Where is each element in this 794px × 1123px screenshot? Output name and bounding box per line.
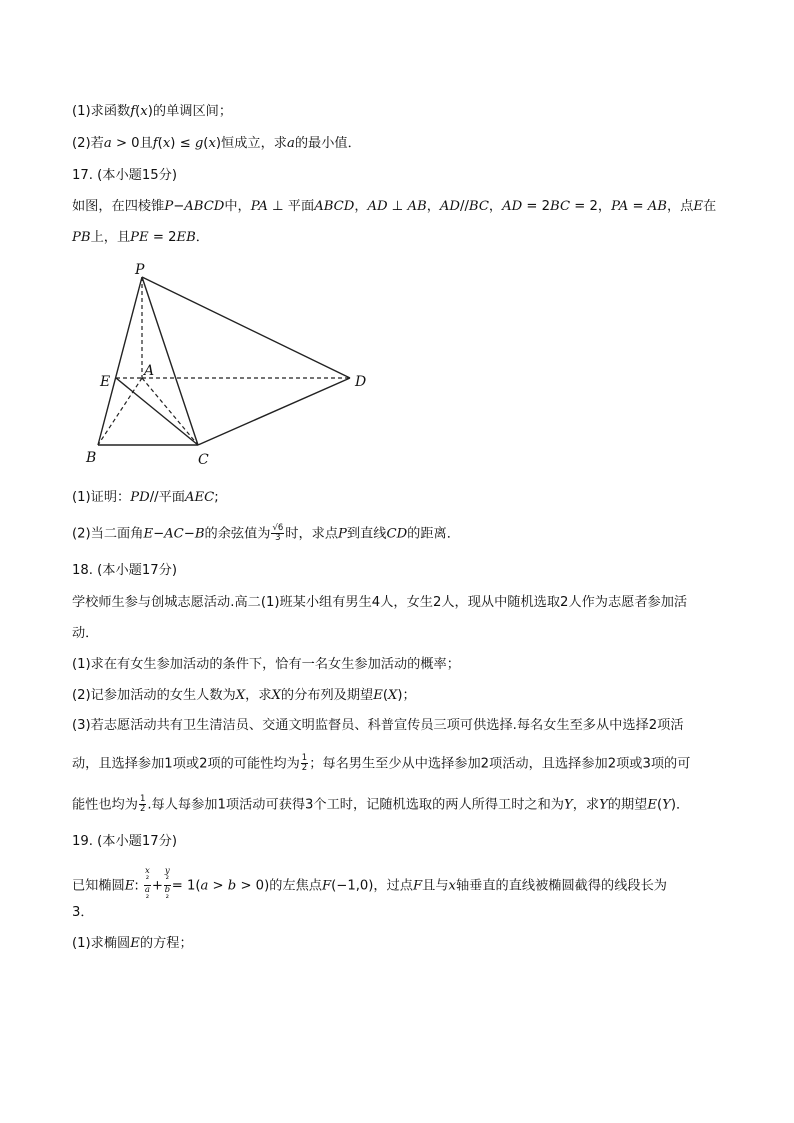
label-P: P <box>135 262 145 278</box>
edge-CD <box>198 378 350 445</box>
q19-heading: 19. (本小题17分) <box>72 834 177 849</box>
q18-heading: 18. (本小题17分) <box>72 563 177 578</box>
q18-stem-line2: 动． <box>72 626 99 641</box>
q19-stem-line2: 3． <box>72 905 94 920</box>
q18-part3-line1: (3)若志愿活动共有卫生清洁员、交通文明监督员、科普宣传员三项可供选择.每名女生至多从中选择2项活 <box>72 718 684 733</box>
q19-stem-line1: 已知椭圆E: x ² a ² + y ² b ² = 1(a > b > 0)的左焦点F(−1,0)，过点F且与x轴垂直的直线被椭圆截得的线段长为 <box>72 866 667 904</box>
line-q16-part1: (1)求函数f(x)的单调区间； <box>72 104 233 119</box>
label-E: E <box>100 374 111 390</box>
label-A: A <box>144 363 155 379</box>
q18-part3-line2: 动，且选择参加1项或2项的可能性均为 $\frac{1}{2}$ ；每名男生至少从中选择参加2项活动，且选择参加2项或3项的可 <box>72 753 691 773</box>
label-B: B <box>86 450 97 466</box>
q18-part3-line3: 能性也均为 $\frac{1}{2}$ .每人每参加1项活动可获得3个工时，记随机选取的两人所得工时之和为Y，求Y的期望E(Y)． <box>72 794 690 814</box>
edge-PD <box>142 277 350 378</box>
q17-part2: (2)当二面角E−AC−B的余弦值为 $\frac{√6}{3}$ 时，求点P到直线CD的距离． <box>72 523 460 543</box>
label-C: C <box>198 452 209 468</box>
q17-heading: 17. (本小题15分) <box>72 168 177 183</box>
pyramid-figure <box>80 262 380 472</box>
q18-stem-line1: 学校师生参与创城志愿活动.高二(1)班某小组有男生4人，女生2人，现从中随机选取2人作为志愿者参加活 <box>72 595 688 610</box>
edge-AC <box>142 378 198 445</box>
segment-EC <box>116 378 198 445</box>
q17-stem-line1: 如图，在四棱锥P−ABCD中，PA ⊥ 平面ABCD，AD ⊥ AB，AD//BC，AD = 2BC = 2，PA = AB，点E在 <box>72 199 717 214</box>
line-q16-part2: (2)若a > 0且f(x) ≤ g(x)恒成立，求a的最小值． <box>72 136 361 151</box>
edge-PB <box>98 277 142 445</box>
q18-part1: (1)求在有女生参加活动的条件下，恰有一名女生参加活动的概率； <box>72 657 460 672</box>
edge-PC <box>142 277 198 445</box>
q17-stem-line2: PB上，且PE = 2EB． <box>72 230 209 245</box>
q18-part2: (2)记参加活动的女生人数为X，求X的分布列及期望E(X)； <box>72 688 416 703</box>
q17-part1: (1)证明：PD//平面AEC; <box>72 490 219 505</box>
q19-part1: (1)求椭圆E的方程； <box>72 936 193 951</box>
label-D: D <box>355 374 367 390</box>
